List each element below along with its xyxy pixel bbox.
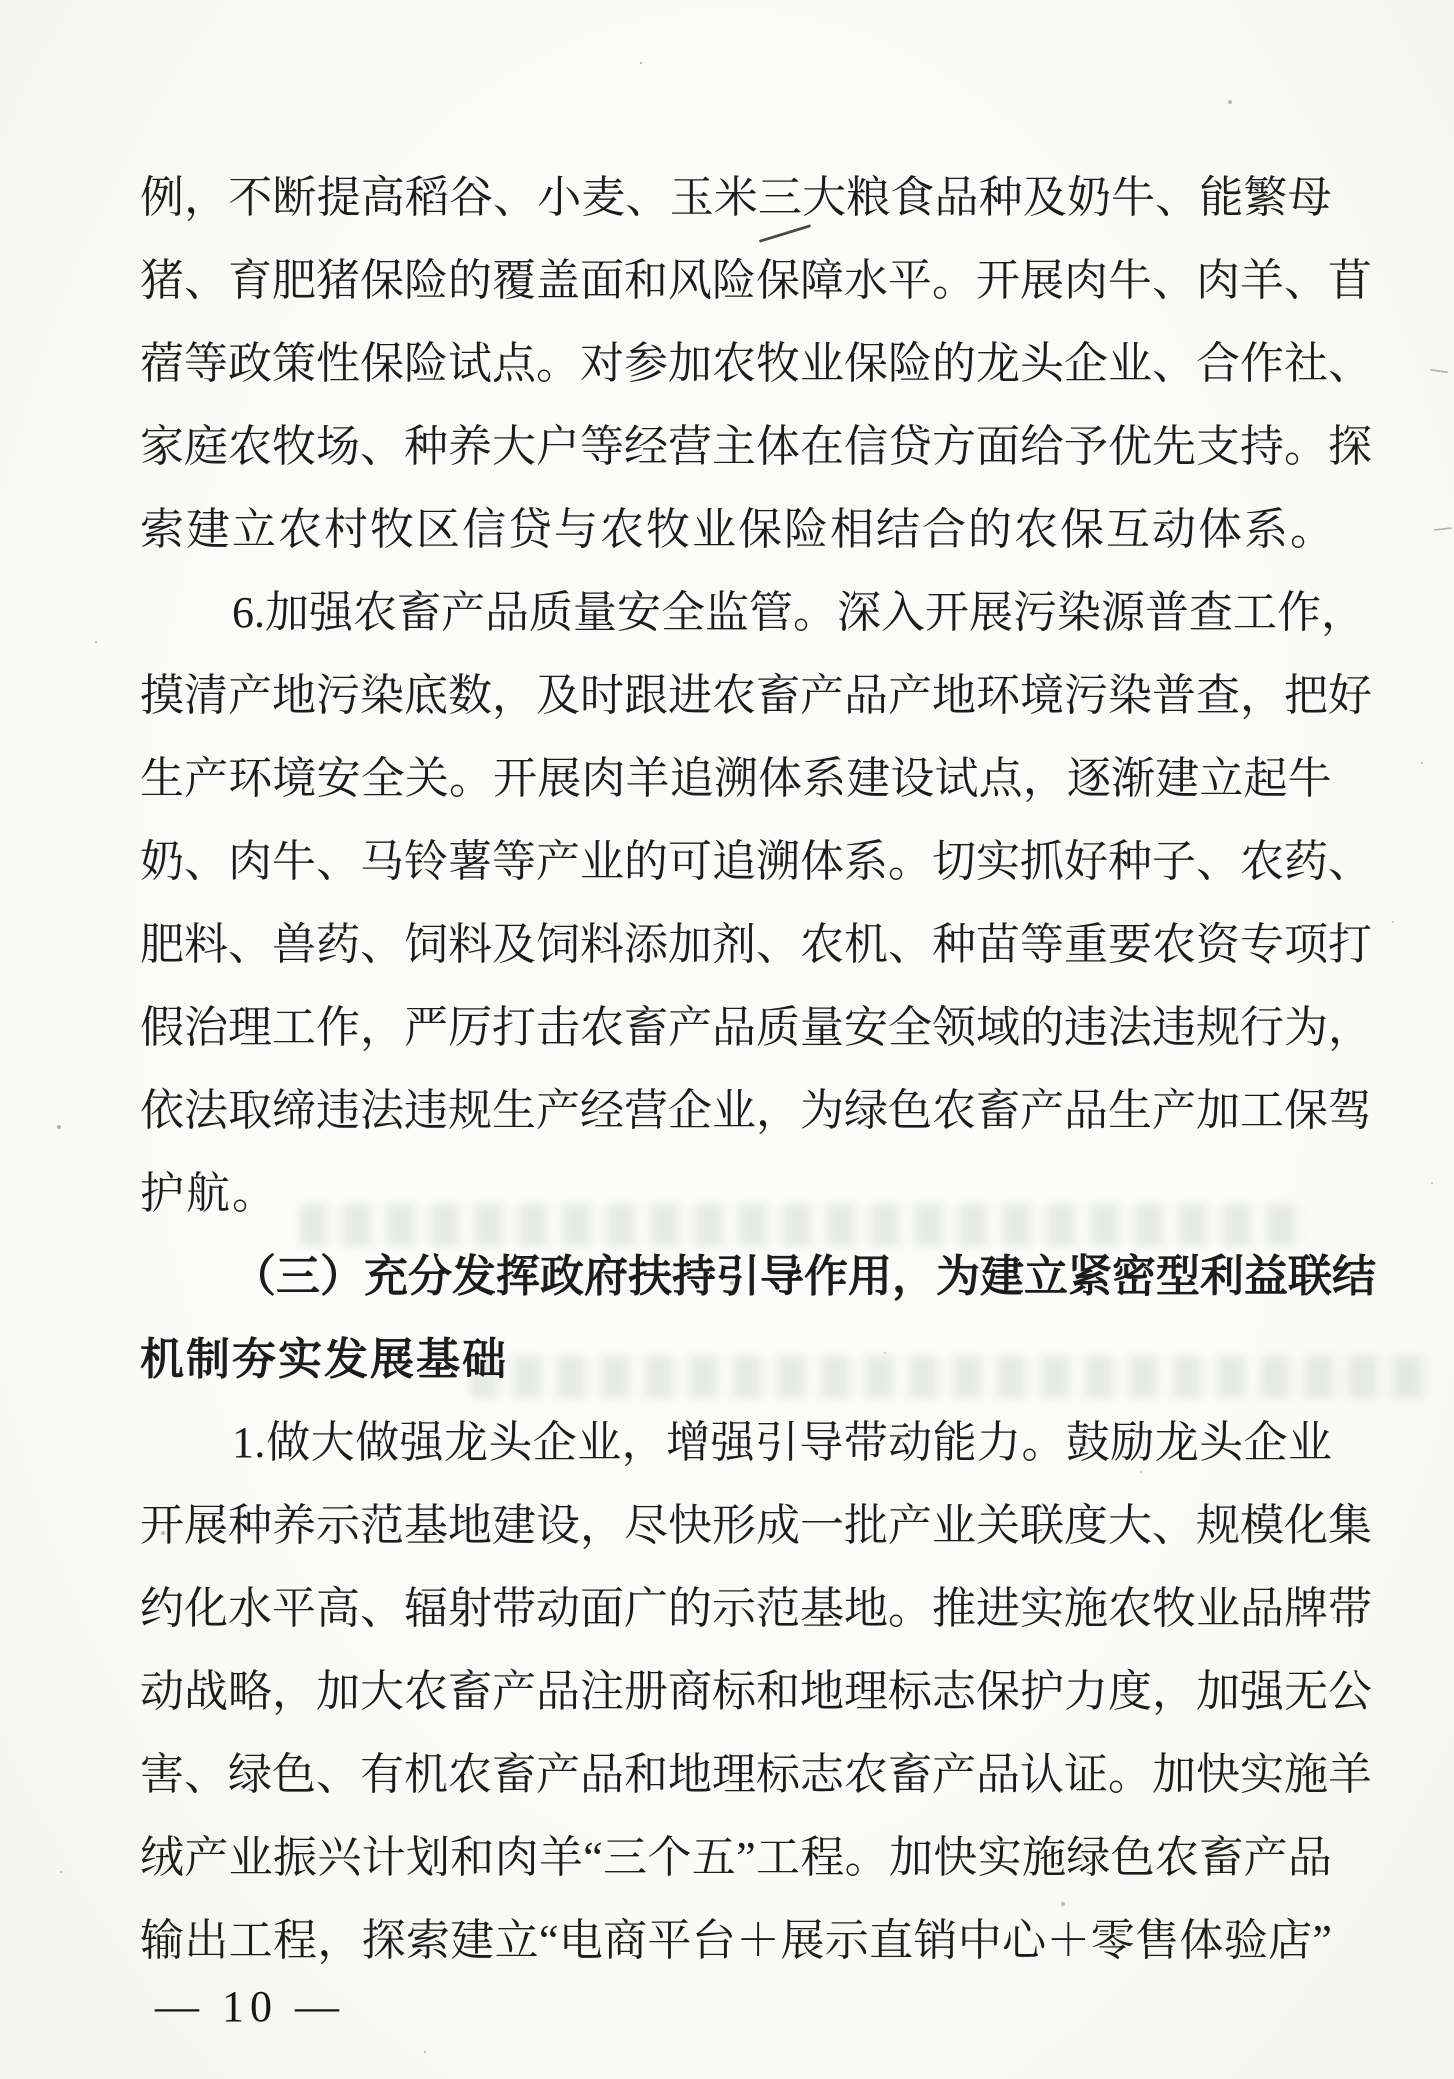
scan-edge-mark — [1430, 369, 1448, 373]
text-line: 依 法 取 缔 违 法 违 规 生 产 经 营 企 业 ， 为 绿 色 农 畜 产 品 生 产 加 工 保 驾 — [140, 1086, 1372, 1135]
text-line: 约 化 水 平 高 、 辐 射 带 动 面 广 的 示 范 基 地 。 推 进 实 施 农 牧 业 品 牌 带 — [140, 1584, 1372, 1633]
text-line: 索建立农村牧区信贷与农牧业保险相结合的农保互动体系。 — [140, 505, 1336, 554]
text-line: 奶 、 肉 牛 、 马 铃 薯 等 产 业 的 可 追 溯 体 系 。 切 实 抓 好 种 子 、 农 药 、 — [140, 837, 1372, 886]
text-line: 猪 、 育 肥 猪 保 险 的 覆 盖 面 和 风 险 保 障 水 平 。 开 展 肉 牛 、 肉 羊 、 苜 — [140, 256, 1372, 305]
text-line: 摸 清 产 地 污 染 底 数 ， 及 时 跟 进 农 畜 产 品 产 地 环 境 污 染 普 查 ， 把 好 — [140, 671, 1372, 720]
text-line: 害 、 绿 色 、 有 机 农 畜 产 品 和 地 理 标 志 农 畜 产 品 认 证 。 加 快 实 施 羊 — [140, 1750, 1372, 1799]
text-line: 家 庭 农 牧 场 、 种 养 大 户 等 经 营 主 体 在 信 贷 方 面 给 予 优 先 支 持 。 探 — [140, 422, 1372, 471]
scan-speckles — [640, 62, 642, 64]
text-line: 输 出 工 程 ， 探 索 建 立 “ 电 商 平 台 ＋ 展 示 直 销 中 心 ＋ 零 售 体 验 店 ” — [140, 1916, 1332, 1965]
text-line: 6 . 加 强 农 畜 产 品 质 量 安 全 监 管 。 深 入 开 展 污 染 源 普 查 工 作 ， — [232, 588, 1365, 637]
text-line: 开 展 种 养 示 范 基 地 建 设 ， 尽 快 形 成 一 批 产 业 关 联 度 大 、 规 模 化 集 — [140, 1501, 1372, 1550]
text-line: （ 三 ） 充 分 发 挥 政 府 扶 持 引 导 作 用 ， 为 建 立 紧 密 型 利 益 联 结 — [232, 1252, 1376, 1301]
text-line: 例 ， 不 断 提 高 稻 谷 、 小 麦 、 玉 米 三 大 粮 食 品 种 及 奶 牛 、 能 繁 母 — [140, 173, 1332, 222]
text-line: 蓿 等 政 策 性 保 险 试 点 。 对 参 加 农 牧 业 保 险 的 龙 头 企 业 、 合 作 社 、 — [140, 339, 1372, 388]
page-number: — 10 — — [155, 1982, 345, 2031]
text-line: 绒 产 业 振 兴 计 划 和 肉 羊 “ 三 个 五 ” 工 程 。 加 快 实 施 绿 色 农 畜 产 品 — [140, 1833, 1332, 1882]
text-line: 动 战 略 ， 加 大 农 畜 产 品 注 册 商 标 和 地 理 标 志 保 护 力 度 ， 加 强 无 公 — [140, 1667, 1372, 1716]
text-line: 生 产 环 境 安 全 关 。 开 展 肉 羊 追 溯 体 系 建 设 试 点 ， 逐 渐 建 立 起 牛 — [140, 754, 1332, 803]
text-line: 1 . 做 大 做 强 龙 头 企 业 ， 增 强 引 导 带 动 能 力 。 鼓 励 龙 头 企 业 — [232, 1418, 1332, 1467]
document-body — [140, 156, 1376, 1982]
text-line: 假 治 理 工 作 ， 严 厉 打 击 农 畜 产 品 质 量 安 全 领 域 的 违 法 违 规 行 为 ， — [140, 1003, 1372, 1052]
scan-edge-mark — [1434, 527, 1452, 531]
text-line: 肥 料 、 兽 药 、 饲 料 及 饲 料 添 加 剂 、 农 机 、 种 苗 等 重 要 农 资 专 项 打 — [140, 920, 1372, 969]
text-line: 护航。 — [140, 1169, 278, 1218]
text-line: 机制夯实发展基础 — [140, 1335, 508, 1384]
